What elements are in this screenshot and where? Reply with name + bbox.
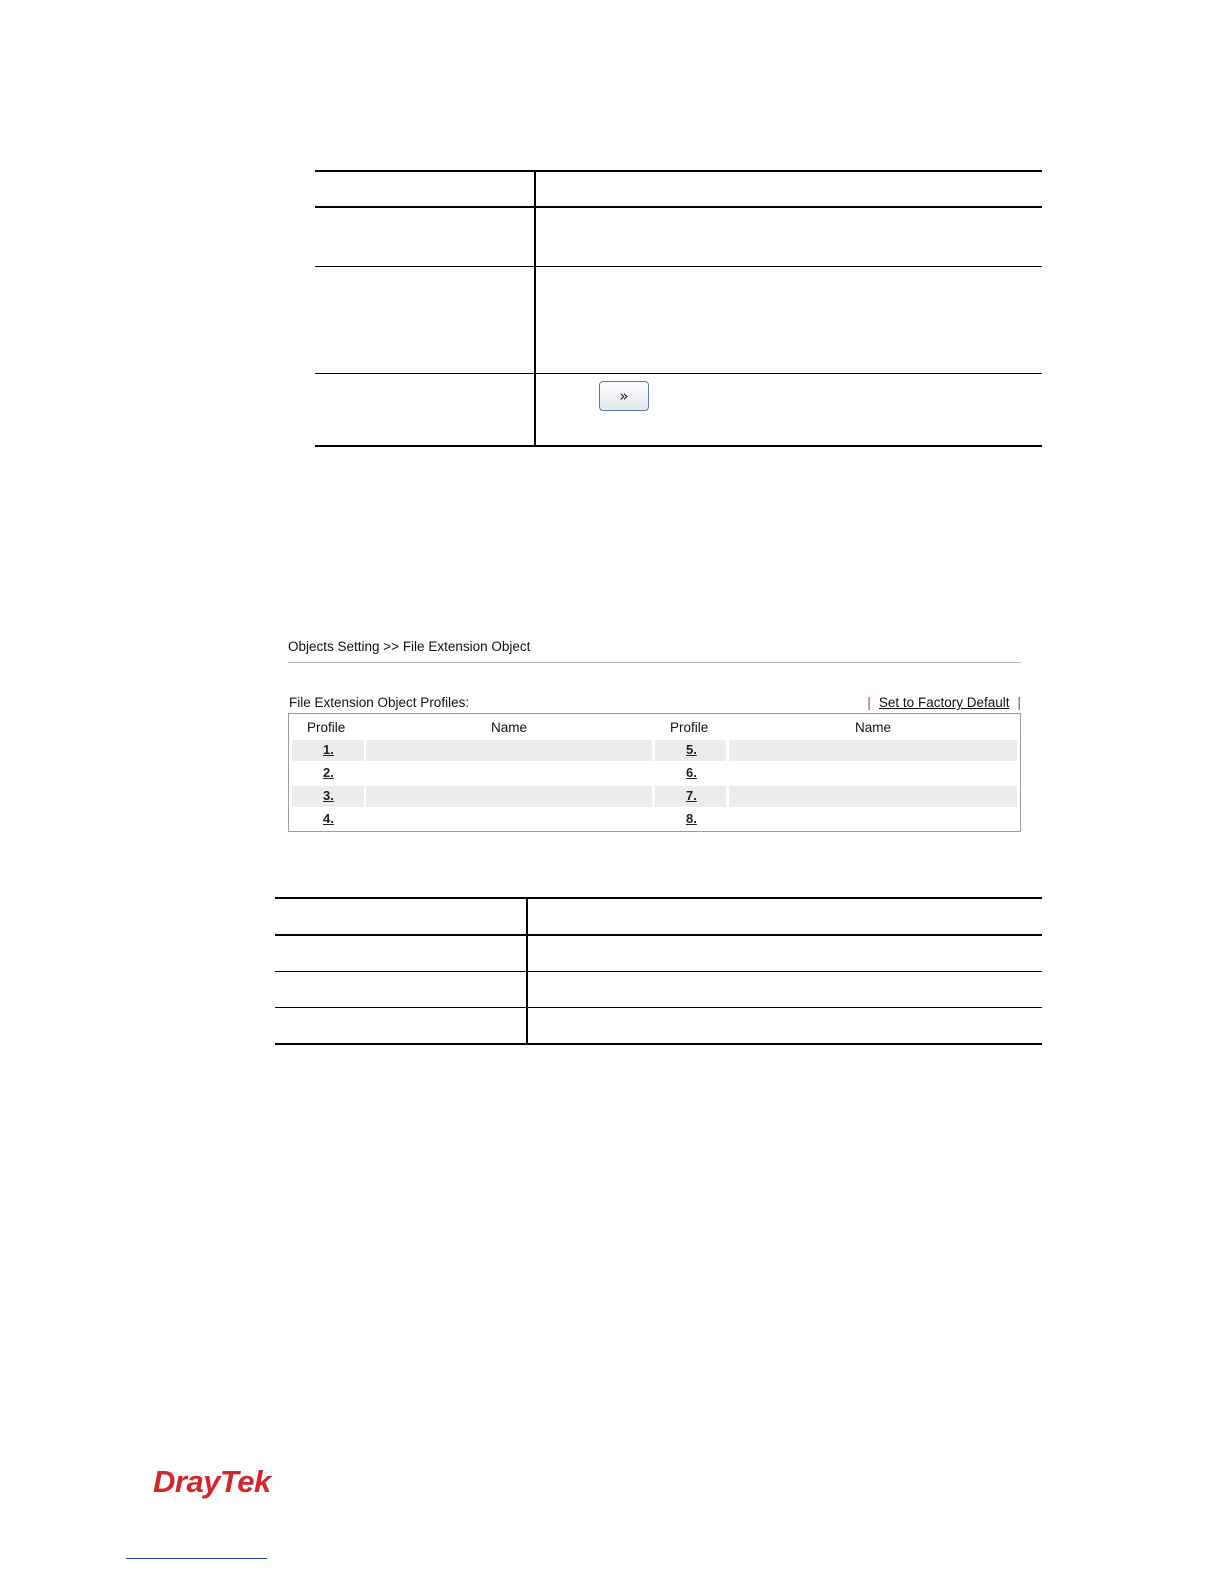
separator-right: | xyxy=(1017,695,1021,710)
separator-left: | xyxy=(867,695,871,710)
set-to-factory-default-link[interactable]: Set to Factory Default xyxy=(878,695,1010,710)
profiles-title: File Extension Object Profiles: xyxy=(289,695,470,710)
header-name-left: Name xyxy=(491,720,528,735)
profile-link[interactable]: 8. xyxy=(686,811,697,826)
profile-link[interactable]: 3. xyxy=(323,788,334,803)
top-table-row-divider xyxy=(315,266,1042,267)
bottom-table-row-divider xyxy=(275,1007,1042,1008)
profile-link[interactable]: 6. xyxy=(686,765,697,780)
top-table-bottom-rule xyxy=(315,445,1042,447)
table-row xyxy=(292,786,1017,807)
bottom-table-row-divider xyxy=(275,971,1042,972)
header-profile-right: Profile xyxy=(670,720,709,735)
breadcrumb: Objects Setting >> File Extension Object xyxy=(288,639,531,654)
footer-link-underline xyxy=(126,1558,267,1559)
breadcrumb-divider xyxy=(288,662,1021,663)
table-row xyxy=(292,740,1017,761)
bottom-table-row-divider xyxy=(275,934,1042,936)
table-row xyxy=(292,809,1017,830)
factory-default-group xyxy=(867,695,1021,710)
table-row xyxy=(292,763,1017,784)
top-table-row-divider xyxy=(315,373,1042,374)
header-profile-left: Profile xyxy=(307,720,346,735)
top-table-row-divider xyxy=(315,206,1042,208)
profiles-table xyxy=(288,713,1021,832)
top-table-top-rule xyxy=(315,170,1042,172)
draytek-logo: DrayTek xyxy=(153,1464,271,1499)
profile-link[interactable]: 1. xyxy=(323,742,334,757)
profile-link[interactable]: 2. xyxy=(323,765,334,780)
double-chevron-right-icon: » xyxy=(619,387,629,405)
profile-link[interactable]: 4. xyxy=(323,811,334,826)
profile-link[interactable]: 5. xyxy=(686,742,697,757)
profile-link[interactable]: 7. xyxy=(686,788,697,803)
bottom-table-column-divider xyxy=(526,897,528,1045)
bottom-table-bottom-rule xyxy=(275,1043,1042,1045)
next-arrow-button[interactable] xyxy=(599,381,649,411)
top-table-column-divider xyxy=(534,170,536,447)
header-name-right: Name xyxy=(855,720,892,735)
bottom-table-top-rule xyxy=(275,897,1042,899)
